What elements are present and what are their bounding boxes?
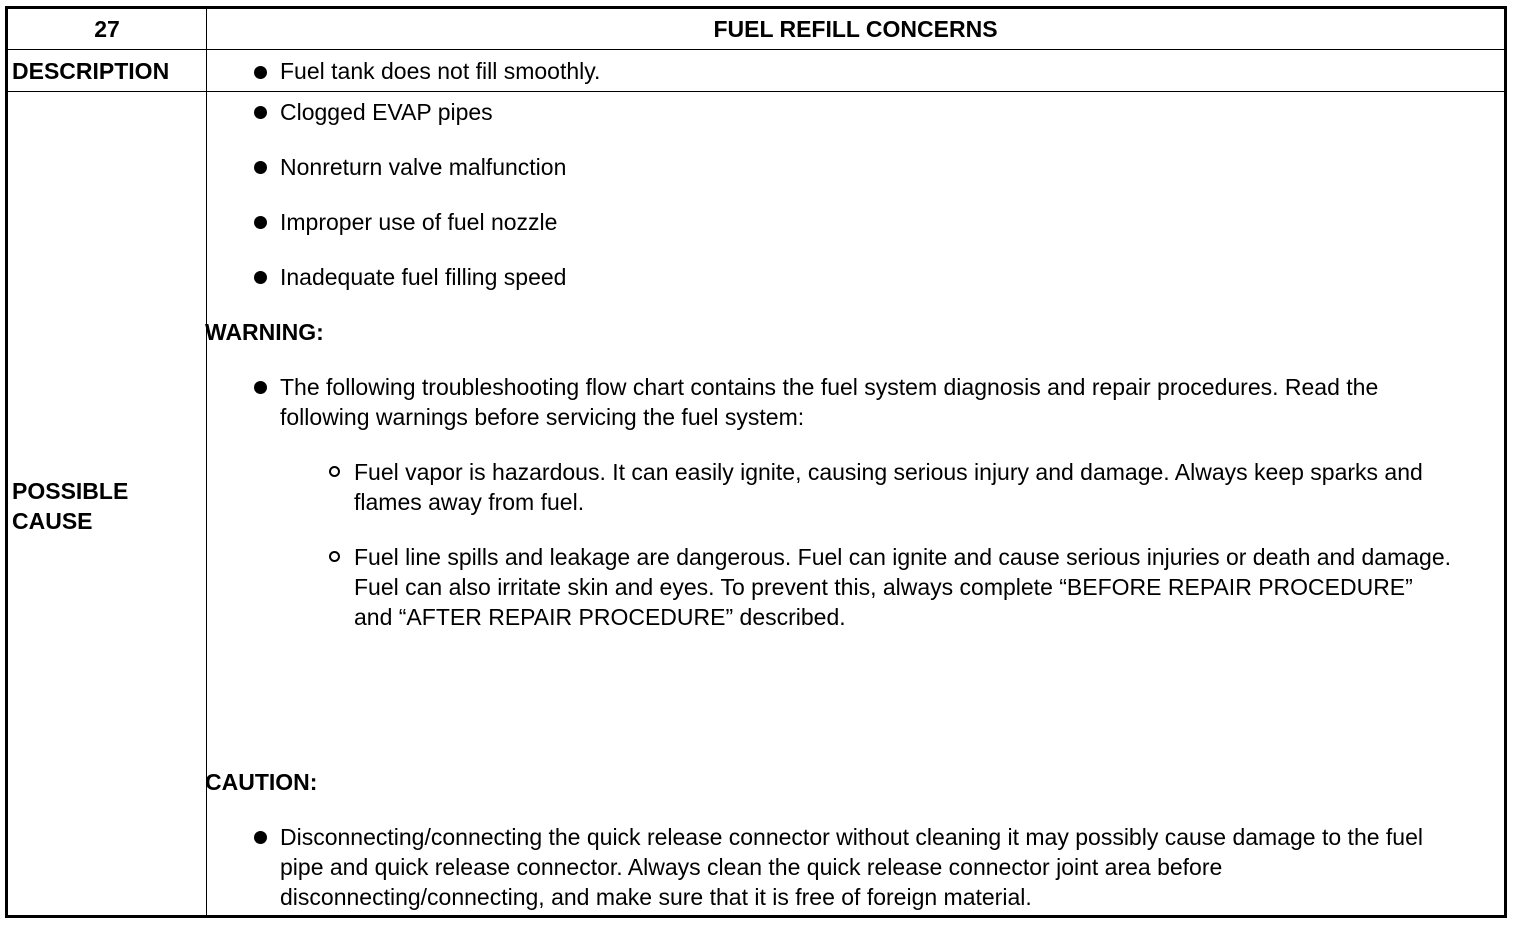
cause-item: Nonreturn valve malfunction [280, 154, 567, 180]
description-label: DESCRIPTION [12, 58, 170, 84]
bullet-icon [254, 216, 267, 229]
description-item: Fuel tank does not fill smoothly. [280, 58, 601, 84]
possible-cause-label-line1: POSSIBLE [12, 478, 129, 504]
bullet-icon [254, 831, 267, 844]
symptom-title: FUEL REFILL CONCERNS [713, 16, 998, 42]
warning-main-text: The following troubleshooting flow chart contains the fuel system diagnosis and repair procedures. Read the following warnings before servicing the fuel system: [280, 374, 1379, 430]
possible-cause-label-line2: CAUSE [12, 508, 93, 534]
circle-bullet-icon [329, 466, 340, 477]
header-row-divider [8, 49, 1504, 50]
possible-cause-label [12, 476, 128, 536]
description-row-divider [8, 91, 1504, 92]
cause-item: Improper use of fuel nozzle [280, 209, 558, 235]
bullet-icon [254, 66, 267, 79]
cause-item: Inadequate fuel filling speed [280, 264, 567, 290]
warning-sub-item: Fuel vapor is hazardous. It can easily ignite, causing serious injury and damage. Always keep sparks and flames away from fuel. [354, 459, 1423, 515]
caution-main-text: Disconnecting/connecting the quick release connector without cleaning it may possibly cause damage to the fuel pipe and quick release connector. Always clean the quick release connector joint area before disconnecting/connecting, and make sure that it is free of foreign material. [280, 824, 1424, 910]
caution-heading: CAUTION: [205, 769, 318, 795]
circle-bullet-icon [329, 551, 340, 562]
bullet-icon [254, 271, 267, 284]
bullet-icon [254, 161, 267, 174]
warning-sub-item: Fuel line spills and leakage are dangerous. Fuel can ignite and cause serious injuries or death and damage. Fuel can also irritate skin and eyes. To prevent this, always complete “BEFORE REPAIR PROCEDURE” and “AFTER REPAIR PROCEDURE” described. [354, 544, 1452, 630]
bullet-icon [254, 106, 267, 119]
warning-heading: WARNING: [205, 319, 324, 345]
bullet-icon [254, 381, 267, 394]
cause-item: Clogged EVAP pipes [280, 99, 493, 125]
symptom-number: 27 [94, 16, 120, 42]
